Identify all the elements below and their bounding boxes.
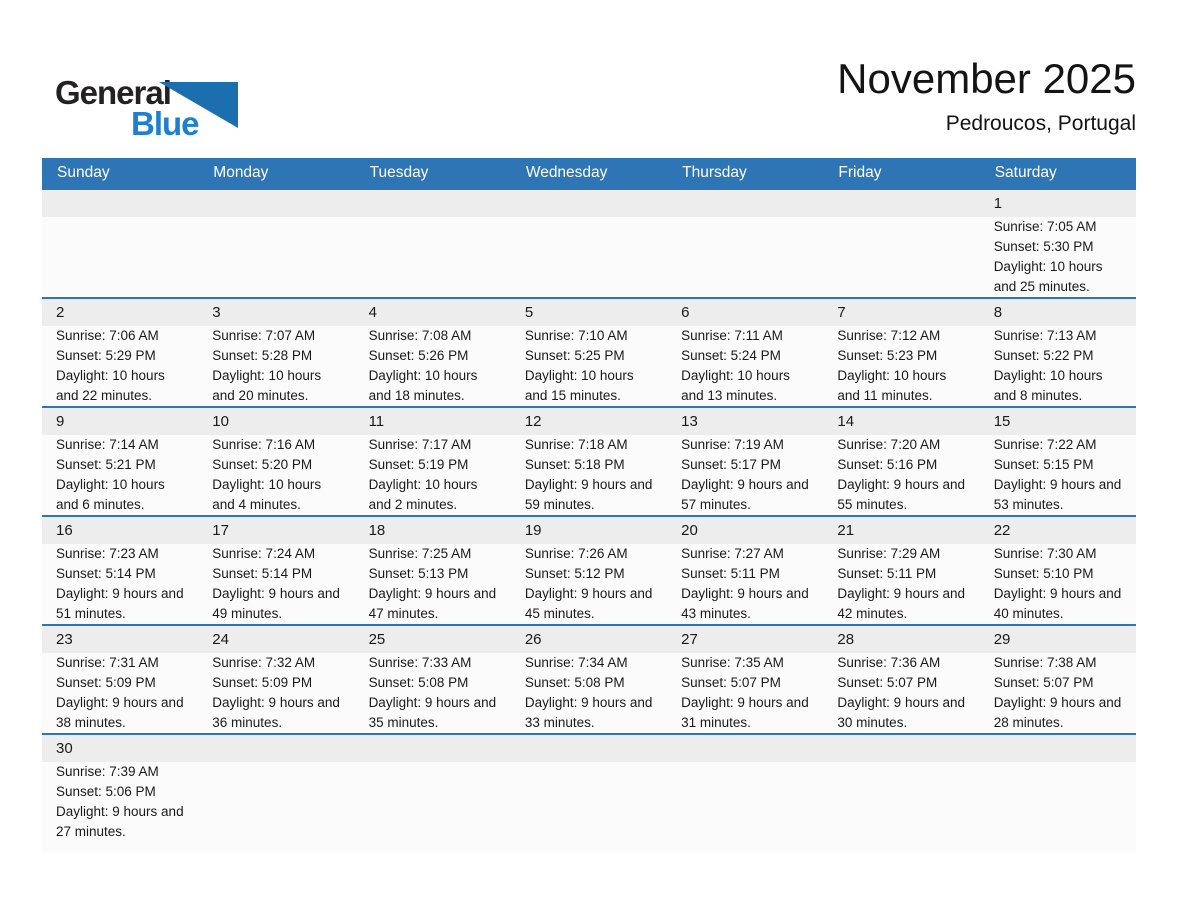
- daylight-line: Daylight: 9 hours and 31 minutes.: [681, 695, 809, 730]
- day-number: 19: [524, 522, 542, 539]
- weekday-wednesday: Wednesday: [525, 164, 608, 181]
- day-number: 26: [524, 631, 542, 648]
- day-number: 7: [837, 304, 846, 321]
- day-cell: [511, 653, 667, 733]
- weekday-friday: Friday: [838, 164, 882, 181]
- empty-day-cell: [667, 762, 823, 842]
- sunrise-line: Sunrise: 7:25 AM: [368, 546, 472, 561]
- day-content-row: [42, 326, 1136, 406]
- day-content-row: [42, 762, 1136, 852]
- sunrise-line: Sunrise: 7:10 AM: [524, 328, 628, 343]
- day-cell: [980, 326, 1136, 406]
- sunrise-line: Sunrise: 7:11 AM: [681, 328, 783, 343]
- page-subtitle: Pedroucos, Portugal: [945, 112, 1136, 136]
- weekday-tuesday: Tuesday: [369, 164, 429, 181]
- page-header: [0, 0, 1188, 158]
- day-number: 2: [56, 304, 65, 321]
- sunset-line: Sunset: 5:10 PM: [993, 566, 1094, 581]
- sunrise-line: Sunrise: 7:07 AM: [212, 328, 316, 343]
- sunset-line: Sunset: 5:09 PM: [56, 675, 156, 690]
- day-cell: [667, 326, 823, 406]
- daylight-line: Daylight: 10 hours and 25 minutes.: [993, 259, 1103, 294]
- sunset-line: Sunset: 5:07 PM: [681, 675, 781, 690]
- day-number-band: [42, 299, 1136, 326]
- sunrise-line: Sunrise: 7:32 AM: [212, 655, 316, 670]
- sunrise-line: Sunrise: 7:30 AM: [993, 546, 1097, 561]
- sunrise-line: Sunrise: 7:23 AM: [56, 546, 159, 561]
- day-number: 27: [681, 631, 698, 648]
- day-number-band: [42, 517, 1136, 544]
- empty-day-cell: [198, 762, 354, 842]
- sunset-line: Sunset: 5:29 PM: [56, 348, 156, 363]
- day-number: 17: [212, 522, 229, 539]
- sunset-line: Sunset: 5:08 PM: [368, 675, 469, 690]
- day-cell: [980, 544, 1136, 624]
- empty-day-cell: [511, 762, 667, 842]
- sunrise-line: Sunrise: 7:18 AM: [524, 437, 628, 452]
- daylight-line: Daylight: 9 hours and 59 minutes.: [524, 477, 653, 512]
- sunrise-line: Sunrise: 7:29 AM: [837, 546, 941, 561]
- daylight-line: Daylight: 10 hours and 15 minutes.: [524, 368, 634, 403]
- daylight-line: Daylight: 9 hours and 57 minutes.: [681, 477, 809, 512]
- day-number: 23: [56, 631, 73, 648]
- general-blue-logo: [55, 76, 255, 148]
- sunset-line: Sunset: 5:08 PM: [524, 675, 625, 690]
- day-cell: [980, 653, 1136, 733]
- week-row: [42, 297, 1136, 406]
- day-cell: [980, 435, 1136, 515]
- logo-general-text: General: [55, 74, 171, 111]
- sunset-line: Sunset: 5:22 PM: [993, 348, 1094, 363]
- daylight-line: Daylight: 9 hours and 28 minutes.: [993, 695, 1122, 730]
- sunrise-line: Sunrise: 7:06 AM: [56, 328, 159, 343]
- sunset-line: Sunset: 5:11 PM: [681, 566, 780, 581]
- sunrise-line: Sunrise: 7:39 AM: [56, 764, 159, 779]
- sunrise-line: Sunrise: 7:34 AM: [524, 655, 628, 670]
- day-cell: [198, 435, 354, 515]
- day-content-row: [42, 653, 1136, 733]
- day-content-row: [42, 544, 1136, 624]
- empty-day-cell: [823, 217, 979, 297]
- day-number: 11: [368, 413, 385, 430]
- day-cell: [823, 326, 979, 406]
- sunset-line: Sunset: 5:11 PM: [837, 566, 937, 581]
- day-cell: [198, 326, 354, 406]
- day-number: 30: [56, 740, 73, 757]
- calendar: [42, 158, 1136, 852]
- sunrise-line: Sunrise: 7:12 AM: [837, 328, 941, 343]
- sunset-line: Sunset: 5:21 PM: [56, 457, 156, 472]
- sunset-line: Sunset: 5:16 PM: [837, 457, 938, 472]
- daylight-line: Daylight: 10 hours and 22 minutes.: [56, 368, 165, 403]
- sunrise-line: Sunrise: 7:24 AM: [212, 546, 316, 561]
- empty-day-cell: [355, 217, 511, 297]
- day-number: 28: [837, 631, 855, 648]
- sunrise-line: Sunrise: 7:31 AM: [56, 655, 159, 670]
- daylight-line: Daylight: 10 hours and 8 minutes.: [993, 368, 1103, 403]
- sunset-line: Sunset: 5:14 PM: [212, 566, 313, 581]
- daylight-line: Daylight: 9 hours and 38 minutes.: [56, 695, 184, 730]
- empty-day-cell: [42, 217, 198, 297]
- day-number: 9: [56, 413, 65, 430]
- sunrise-line: Sunrise: 7:38 AM: [993, 655, 1097, 670]
- day-cell: [667, 653, 823, 733]
- daylight-line: Daylight: 9 hours and 45 minutes.: [524, 586, 653, 621]
- sunset-line: Sunset: 5:06 PM: [56, 784, 156, 799]
- daylight-line: Daylight: 9 hours and 33 minutes.: [524, 695, 653, 730]
- week-row: [42, 515, 1136, 624]
- weekday-sunday: Sunday: [57, 164, 110, 181]
- day-number: 20: [681, 522, 698, 539]
- day-cell: [42, 762, 198, 842]
- sunrise-line: Sunrise: 7:13 AM: [993, 328, 1097, 343]
- daylight-line: Daylight: 9 hours and 55 minutes.: [837, 477, 965, 512]
- day-number: 18: [368, 522, 386, 539]
- day-cell: [667, 435, 823, 515]
- day-number: 12: [524, 413, 542, 430]
- sunset-line: Sunset: 5:23 PM: [837, 348, 938, 363]
- sunrise-line: Sunrise: 7:36 AM: [837, 655, 941, 670]
- day-cell: [198, 544, 354, 624]
- daylight-line: Daylight: 10 hours and 13 minutes.: [681, 368, 790, 403]
- page-title: November 2025: [837, 55, 1136, 102]
- day-cell: [198, 653, 354, 733]
- sunset-line: Sunset: 5:13 PM: [368, 566, 469, 581]
- day-number: 13: [681, 413, 698, 430]
- sunset-line: Sunset: 5:26 PM: [368, 348, 469, 363]
- sunset-line: Sunset: 5:19 PM: [368, 457, 469, 472]
- daylight-line: Daylight: 9 hours and 27 minutes.: [56, 804, 184, 839]
- title-block: [837, 56, 1136, 136]
- day-number-band: [42, 735, 1136, 762]
- day-cell: [980, 217, 1136, 297]
- sunset-line: Sunset: 5:09 PM: [212, 675, 313, 690]
- empty-day-cell: [198, 217, 354, 297]
- sunrise-line: Sunrise: 7:05 AM: [993, 219, 1097, 234]
- day-cell: [823, 653, 979, 733]
- day-cell: [823, 435, 979, 515]
- weekday-thursday: Thursday: [682, 164, 747, 181]
- day-content-row: [42, 435, 1136, 515]
- day-number: 24: [212, 631, 229, 648]
- day-number: 14: [837, 413, 855, 430]
- daylight-line: Daylight: 10 hours and 18 minutes.: [368, 368, 478, 403]
- day-cell: [355, 435, 511, 515]
- daylight-line: Daylight: 9 hours and 43 minutes.: [681, 586, 809, 621]
- sunset-line: Sunset: 5:25 PM: [524, 348, 625, 363]
- day-number: 10: [212, 413, 229, 430]
- day-content-row: [42, 217, 1136, 297]
- sunrise-line: Sunrise: 7:22 AM: [993, 437, 1097, 452]
- sunrise-line: Sunrise: 7:16 AM: [212, 437, 316, 452]
- daylight-line: Daylight: 9 hours and 40 minutes.: [993, 586, 1122, 621]
- day-number: 5: [524, 304, 534, 321]
- sunrise-line: Sunrise: 7:33 AM: [368, 655, 472, 670]
- week-row: [42, 624, 1136, 733]
- daylight-line: Daylight: 10 hours and 20 minutes.: [212, 368, 322, 403]
- sunset-line: Sunset: 5:07 PM: [993, 675, 1094, 690]
- day-number: 6: [681, 304, 690, 321]
- day-number-band: [42, 626, 1136, 653]
- day-number: 1: [993, 195, 1003, 212]
- weekday-monday: Monday: [213, 164, 269, 181]
- sunrise-line: Sunrise: 7:14 AM: [56, 437, 159, 452]
- weekday-header-row: [42, 158, 1136, 188]
- daylight-line: Daylight: 10 hours and 4 minutes.: [212, 477, 322, 512]
- day-cell: [823, 544, 979, 624]
- sunset-line: Sunset: 5:12 PM: [524, 566, 625, 581]
- day-cell: [42, 544, 198, 624]
- day-cell: [511, 544, 667, 624]
- sunset-line: Sunset: 5:24 PM: [681, 348, 781, 363]
- daylight-line: Daylight: 10 hours and 11 minutes.: [837, 368, 947, 403]
- sunset-line: Sunset: 5:07 PM: [837, 675, 938, 690]
- day-number: 15: [993, 413, 1011, 430]
- empty-day-cell: [823, 762, 979, 842]
- sunset-line: Sunset: 5:30 PM: [993, 239, 1094, 254]
- week-row: [42, 733, 1136, 852]
- daylight-line: Daylight: 9 hours and 30 minutes.: [837, 695, 965, 730]
- week-row: [42, 188, 1136, 297]
- day-number: 29: [993, 631, 1011, 648]
- empty-day-cell: [667, 217, 823, 297]
- day-cell: [355, 326, 511, 406]
- sunrise-line: Sunrise: 7:27 AM: [681, 546, 784, 561]
- sunset-line: Sunset: 5:18 PM: [524, 457, 625, 472]
- sunset-line: Sunset: 5:28 PM: [212, 348, 313, 363]
- daylight-line: Daylight: 10 hours and 2 minutes.: [368, 477, 478, 512]
- sunset-line: Sunset: 5:17 PM: [681, 457, 781, 472]
- logo-blue-text: Blue: [131, 105, 199, 142]
- day-number: 25: [368, 631, 386, 648]
- daylight-line: Daylight: 9 hours and 49 minutes.: [212, 586, 340, 621]
- day-cell: [42, 326, 198, 406]
- sunrise-line: Sunrise: 7:17 AM: [368, 437, 472, 452]
- sunrise-line: Sunrise: 7:26 AM: [524, 546, 628, 561]
- day-number: 8: [993, 304, 1003, 321]
- sunrise-line: Sunrise: 7:19 AM: [681, 437, 784, 452]
- day-number: 22: [993, 522, 1011, 539]
- day-cell: [667, 544, 823, 624]
- daylight-line: Daylight: 9 hours and 42 minutes.: [837, 586, 965, 621]
- day-number-band: [42, 190, 1136, 217]
- day-cell: [355, 544, 511, 624]
- empty-day-cell: [511, 217, 667, 297]
- daylight-line: Daylight: 10 hours and 6 minutes.: [56, 477, 165, 512]
- day-number: 21: [837, 522, 855, 539]
- day-cell: [42, 653, 198, 733]
- day-number: 4: [368, 304, 377, 321]
- daylight-line: Daylight: 9 hours and 53 minutes.: [993, 477, 1122, 512]
- day-cell: [511, 326, 667, 406]
- sunset-line: Sunset: 5:20 PM: [212, 457, 313, 472]
- sunset-line: Sunset: 5:15 PM: [993, 457, 1094, 472]
- daylight-line: Daylight: 9 hours and 47 minutes.: [368, 586, 497, 621]
- day-cell: [511, 435, 667, 515]
- weekday-saturday: Saturday: [994, 164, 1057, 181]
- daylight-line: Daylight: 9 hours and 35 minutes.: [368, 695, 497, 730]
- sunrise-line: Sunrise: 7:20 AM: [837, 437, 941, 452]
- sunset-line: Sunset: 5:14 PM: [56, 566, 156, 581]
- empty-day-cell: [355, 762, 511, 842]
- sunrise-line: Sunrise: 7:08 AM: [368, 328, 472, 343]
- day-number-band: [42, 408, 1136, 435]
- calendar-grid: [42, 188, 1136, 852]
- day-number: 3: [212, 304, 221, 321]
- day-cell: [42, 435, 198, 515]
- daylight-line: Daylight: 9 hours and 51 minutes.: [56, 586, 184, 621]
- daylight-line: Daylight: 9 hours and 36 minutes.: [212, 695, 340, 730]
- day-cell: [355, 653, 511, 733]
- sunrise-line: Sunrise: 7:35 AM: [681, 655, 784, 670]
- day-number: 16: [56, 522, 73, 539]
- week-row: [42, 406, 1136, 515]
- empty-day-cell: [980, 762, 1136, 842]
